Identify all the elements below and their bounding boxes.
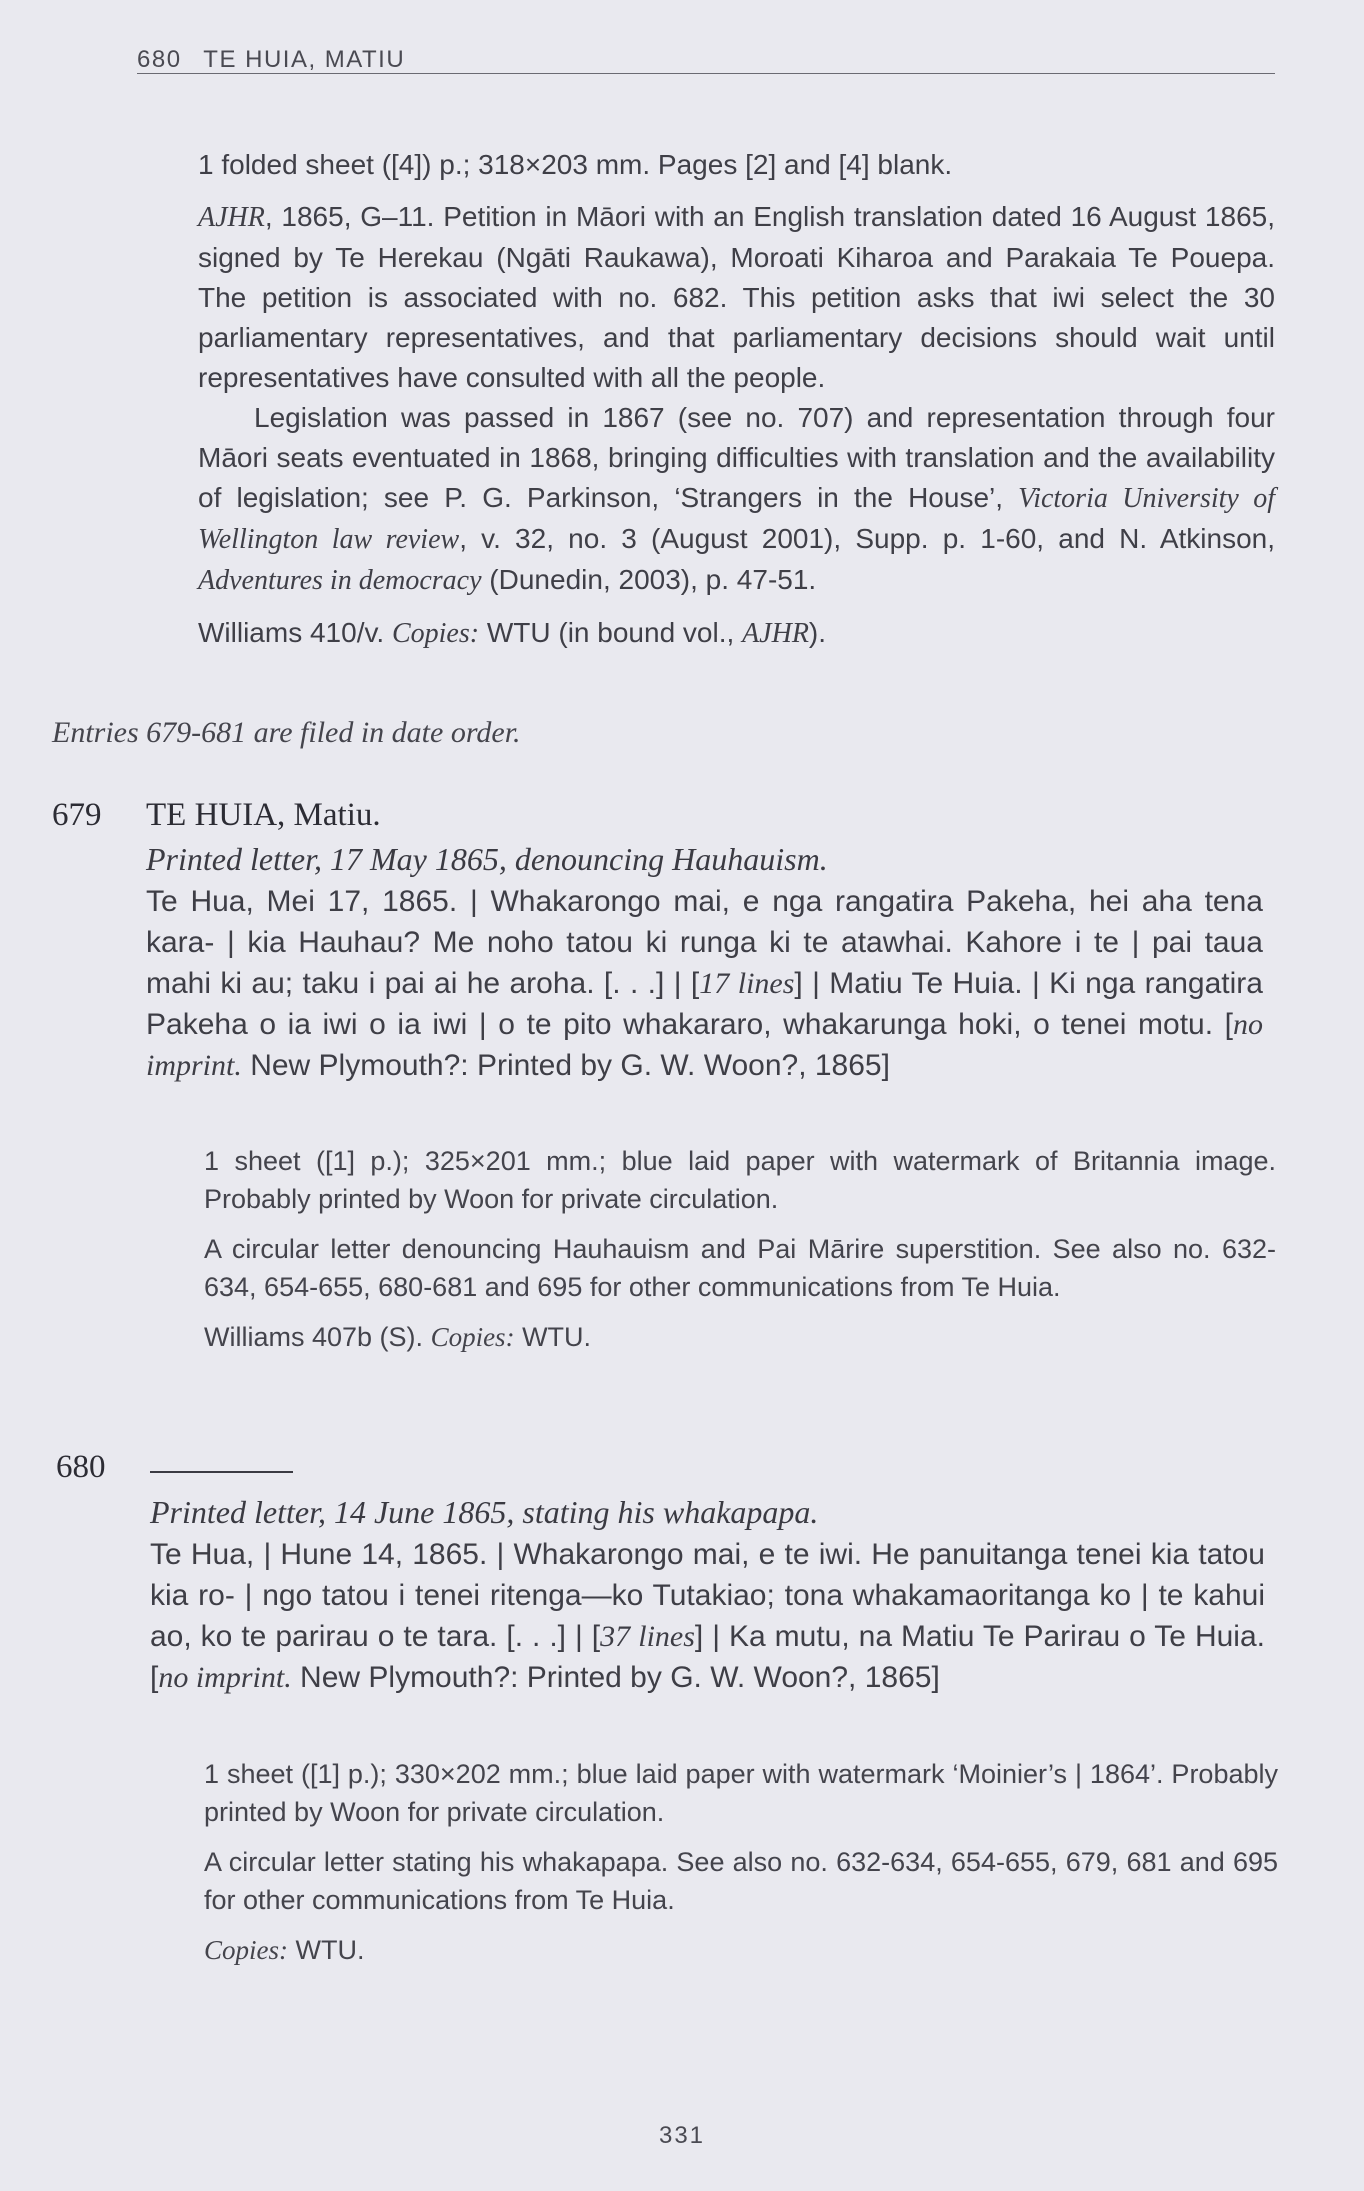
entry-collation-679: 1 sheet ([1] p.); 325×201 mm.; blue laid paper with watermark of Britannia image. Probably printed by Woon for private circulation. xyxy=(204,1146,1276,1214)
copies-text: ). xyxy=(808,617,827,648)
entry-copies-680 xyxy=(204,1931,1278,1969)
legislation-text: Legislation was passed in 1867 (see no. 707) and representation through four Māori seats eventuated in 1868, bringing difficulties with translation and the availability of legislation; see P. G. Parkinson, ‘Strangers in the House’, xyxy=(198,402,1275,513)
running-head-title: TE HUIA, MATIU xyxy=(203,46,406,73)
copies-ajhr: AJHR xyxy=(742,618,809,649)
entry-transcript-679 xyxy=(146,881,1263,1086)
running-head-rule xyxy=(137,73,1275,74)
entry-copies-679 xyxy=(204,1318,1276,1356)
transcript-text: New Plymouth?: Printed by G. W. Woon?, 1865] xyxy=(291,1661,940,1694)
copies-text: WTU (in bound vol., xyxy=(479,617,743,648)
transcript-text: ] | Ka mutu, na Matiu Te Parirau o Te Huia. [ xyxy=(150,1620,1265,1694)
ajhr-ref: AJHR xyxy=(198,202,265,233)
ditto-rule xyxy=(150,1471,293,1473)
entry-notes-679 xyxy=(204,1142,1276,1368)
copies-text: WTU. xyxy=(288,1935,365,1965)
entry-description-679: A circular letter denouncing Hauhauism and Pai Mārire superstition. See also no. 632-634, 654-655, 680-681 and 695 for other communications from Te Huia. xyxy=(204,1234,1276,1302)
legislation-text: (Dunedin, 2003), p. 47-51. xyxy=(481,564,817,595)
entry-transcript-680 xyxy=(150,1534,1265,1698)
entry-title-679: Printed letter, 17 May 1865, denouncing Hauhauism. xyxy=(146,841,828,877)
entry-collation-680: 1 sheet ([1] p.); 330×202 mm.; blue laid paper with watermark ‘Moinier’s | 1864’. Probably printed by Woon for private circulation. xyxy=(204,1759,1278,1827)
copies-text: WTU. xyxy=(514,1322,592,1352)
entry-number-679: 679 xyxy=(52,797,102,833)
imprint-note: no imprint. xyxy=(146,1008,1263,1082)
page-number: 331 xyxy=(658,2122,706,2149)
entry-notes-680 xyxy=(204,1755,1278,1981)
previous-entry-collation: 1 folded sheet ([4]) p.; 318×203 mm. Pages [2] and [4] blank. xyxy=(198,149,953,180)
legislation-text: , v. 32, no. 3 (August 2001), Supp. p. 1-60, and N. Atkinson, xyxy=(459,523,1275,554)
williams-ref: Williams 407b (S). xyxy=(204,1322,424,1352)
previous-entry-notes xyxy=(198,145,1275,654)
legislation-paragraph xyxy=(198,398,1275,601)
copies-label: Copies: xyxy=(204,1935,288,1965)
transcript-text: Te Hua, | Hune 14, 1865. | Whakarongo mai, e te iwi. He panuitanga tenei kia tatou kia ro- | ngo tatou i tenei ritenga—ko Tutakiao; tona whakamaoritanga ko | te kahui ao, ko te parirau o te tara. [. . .] | [ xyxy=(150,1538,1265,1653)
description-text: , 1865, G–11. Petition in Māori with an English translation dated 16 August 1865, signed by Te Herekau (Ngāti Raukawa), Moroati Kiharoa and Parakaia Te Pouepa. The petition is associated with no. 682. This petition asks that iwi select the 30 parliamentary representatives, and that parliamentary decisions should wait until representatives have consulted with all the people. xyxy=(198,201,1275,393)
running-head-page-number: 680 xyxy=(137,46,182,73)
entry-description-680: A circular letter stating his whakapapa. See also no. 632-634, 654-655, 679, 681 and 695 for other communications from Te Huia. xyxy=(204,1847,1278,1915)
imprint-note: no imprint. xyxy=(158,1661,292,1694)
copies-label: Copies: xyxy=(391,618,480,649)
journal-title: Victoria University of Wellington law review xyxy=(198,483,1275,555)
entry-title-680: Printed letter, 14 June 1865, stating his whakapapa. xyxy=(150,1494,819,1530)
previous-entry-description xyxy=(198,197,1275,398)
copies-label: Copies: xyxy=(430,1322,515,1352)
transcript-text: New Plymouth?: Printed by G. W. Woon?, 1865] xyxy=(241,1049,890,1082)
line-count: 17 lines xyxy=(699,967,795,1000)
transcript-text: ] | Matiu Te Huia. | Ki nga rangatira Pakeha o ia iwi o ia iwi | o te pito whakararo, whakarunga hoki, o tenei motu. [ xyxy=(146,967,1263,1041)
entry-number-680: 680 xyxy=(56,1449,106,1485)
williams-ref: Williams 410/v. xyxy=(198,617,385,648)
filed-order-note: Entries 679-681 are filed in date order. xyxy=(52,716,521,749)
entry-heading-679: TE HUIA, Matiu. xyxy=(146,797,381,833)
line-count: 37 lines xyxy=(600,1620,695,1653)
running-head xyxy=(137,46,405,74)
transcript-text: Te Hua, Mei 17, 1865. | Whakarongo mai, e nga rangatira Pakeha, hei aha tena kara- | kia Hauhau? Me noho tatou ki runga ki te atawhai. Kahore i te | pai taua mahi ki au; taku i pai ai he aroha. [. . .] | [ xyxy=(146,885,1263,1000)
previous-entry-copies xyxy=(198,613,1275,654)
book-title: Adventures in democracy xyxy=(198,565,482,596)
